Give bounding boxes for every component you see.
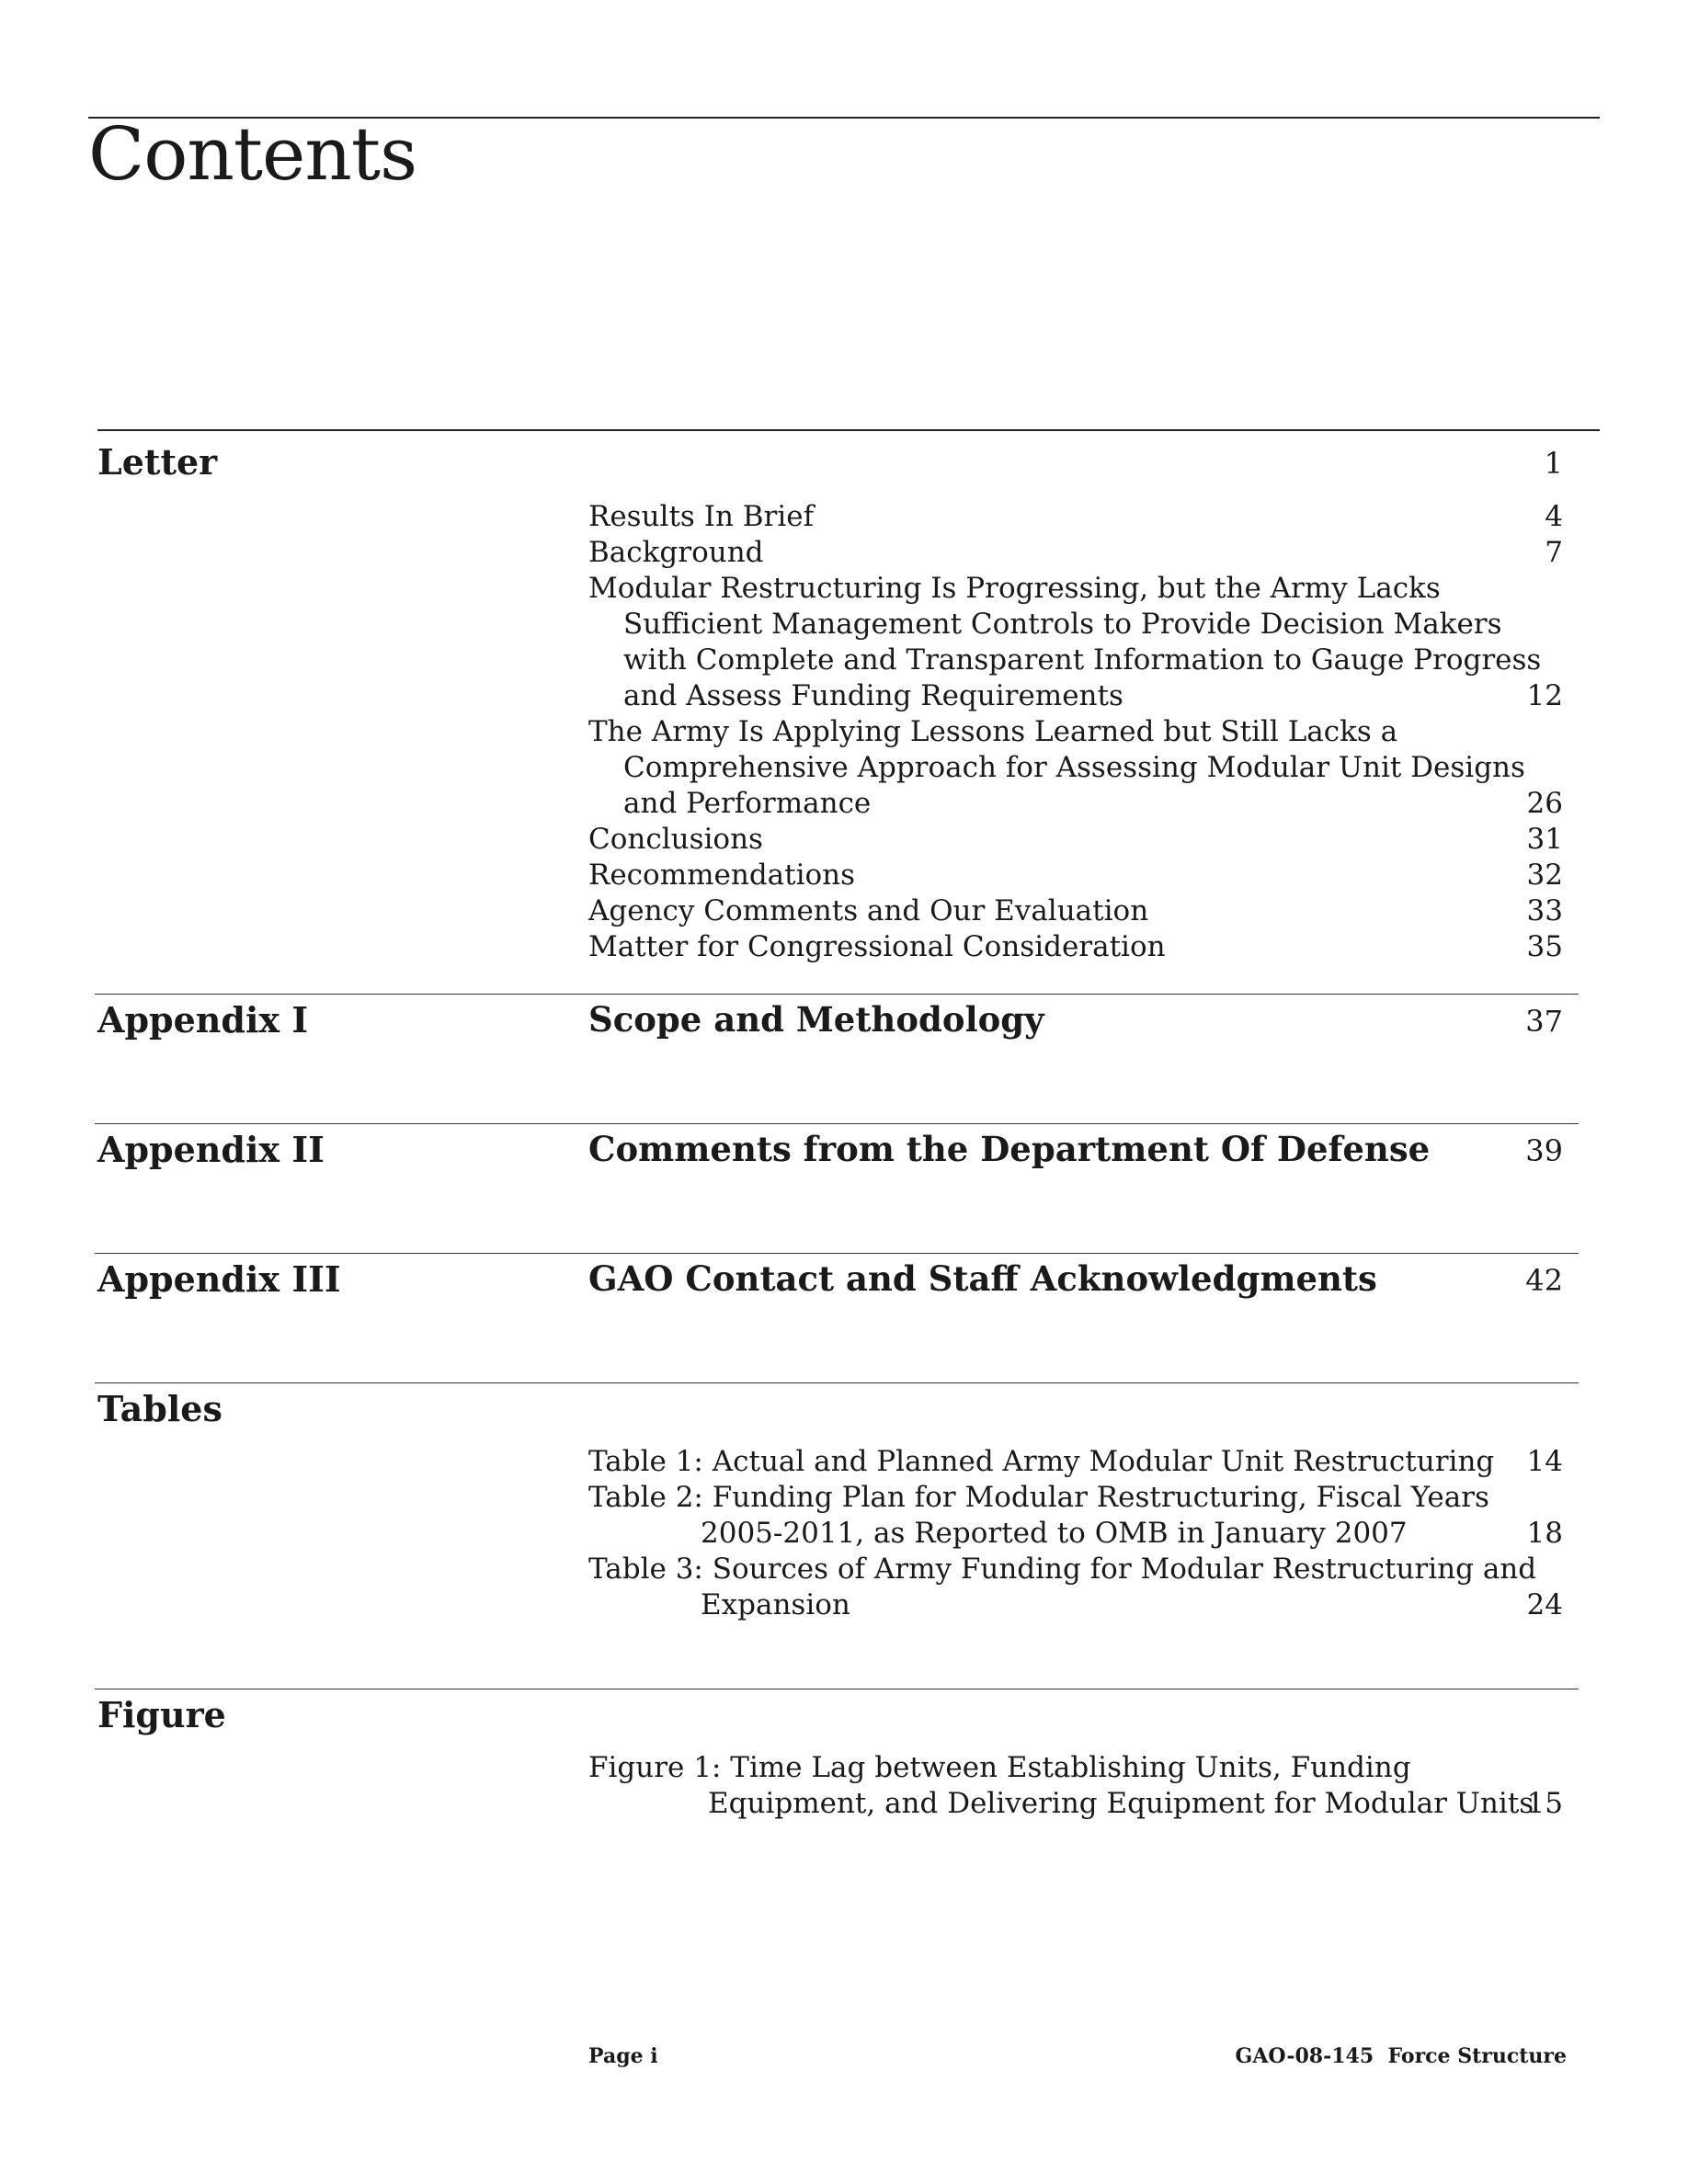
- entry-text: and Performance: [623, 787, 872, 820]
- entry-text: Results In Brief: [588, 500, 815, 533]
- toc-entry-table-2[interactable]: [588, 1480, 1563, 1552]
- entry-text: Recommendations: [588, 859, 856, 892]
- entry-text: Figure 1: Time Lag between Establishing Units, Funding: [588, 1751, 1411, 1784]
- entry-text: Sufficient Management Controls to Provide Decision Makers: [623, 608, 1502, 641]
- toc-entry-matter-congressional[interactable]: [588, 929, 1563, 965]
- entry-page: 26: [1526, 787, 1563, 820]
- appendix-ii-label: Appendix II: [97, 1129, 325, 1170]
- toc-entry-background[interactable]: [588, 535, 1563, 571]
- appendix-ii-page: 39: [1525, 1133, 1563, 1168]
- letter-page: 1: [1544, 446, 1563, 481]
- letter-label: Letter: [97, 441, 218, 483]
- toc-entry-agency-comments[interactable]: [588, 893, 1563, 929]
- entry-page: 4: [1545, 500, 1563, 533]
- entry-text: Modular Restructuring Is Progressing, but the Army Lacks: [588, 572, 1441, 605]
- entry-page: 33: [1526, 894, 1563, 927]
- entry-text: with Complete and Transparent Information to Gauge Progress: [623, 643, 1542, 677]
- entry-page: 35: [1526, 930, 1563, 963]
- entry-page: 7: [1545, 536, 1563, 569]
- appendix-iii-rule: [95, 1253, 1579, 1254]
- entry-page: 24: [1526, 1588, 1563, 1621]
- entry-page: 32: [1526, 859, 1563, 892]
- footer-report-id: GAO-08-145 Force Structure: [1235, 2044, 1567, 2068]
- appendix-iii-title[interactable]: GAO Contact and Staff Acknowledgments: [588, 1258, 1377, 1299]
- appendix-i-page: 37: [1525, 1004, 1563, 1039]
- toc-entry-lessons-learned[interactable]: [588, 714, 1563, 822]
- appendix-i-rule: [95, 994, 1579, 995]
- entry-text: 2005-2011, as Reported to OMB in January 2007: [701, 1517, 1408, 1550]
- toc-entry-table-1[interactable]: [588, 1444, 1563, 1480]
- appendix-iii-label: Appendix III: [97, 1258, 341, 1300]
- entry-text: Conclusions: [588, 823, 763, 856]
- footer-page-number: Page i: [588, 2044, 658, 2068]
- appendix-ii-title[interactable]: Comments from the Department Of Defense: [588, 1129, 1431, 1169]
- page-title: Contents: [88, 111, 417, 197]
- toc-entry-modular-restructuring[interactable]: [588, 571, 1563, 714]
- entry-text: Matter for Congressional Consideration: [588, 930, 1166, 963]
- entry-text: The Army Is Applying Lessons Learned but Still Lacks a: [588, 715, 1398, 748]
- entry-text: Table 1: Actual and Planned Army Modular Unit Restructuring: [588, 1445, 1495, 1478]
- entry-text: Background: [588, 536, 764, 569]
- entry-text: Comprehensive Approach for Assessing Modular Unit Designs: [623, 751, 1525, 784]
- entry-page: 31: [1526, 823, 1563, 856]
- appendix-i-title[interactable]: Scope and Methodology: [588, 999, 1044, 1040]
- toc-entry-results[interactable]: [588, 499, 1563, 535]
- entry-page: 18: [1526, 1517, 1563, 1550]
- figure-label: Figure: [97, 1694, 226, 1735]
- entry-page: 12: [1526, 679, 1563, 712]
- entry-text: Table 2: Funding Plan for Modular Restructuring, Fiscal Years: [588, 1481, 1489, 1514]
- entry-text: Agency Comments and Our Evaluation: [588, 894, 1149, 927]
- letter-rule: [97, 429, 1600, 431]
- appendix-i-label: Appendix I: [97, 999, 309, 1041]
- tables-rule: [95, 1382, 1579, 1383]
- entry-page: 14: [1526, 1445, 1563, 1478]
- toc-entry-figure-1[interactable]: [588, 1750, 1563, 1822]
- toc-entry-table-3[interactable]: [588, 1552, 1563, 1623]
- entry-text: Table 3: Sources of Army Funding for Modular Restructuring and: [588, 1553, 1537, 1586]
- entry-page: 15: [1526, 1787, 1563, 1820]
- appendix-iii-page: 42: [1525, 1263, 1563, 1298]
- appendix-ii-rule: [95, 1123, 1579, 1124]
- toc-entry-recommendations[interactable]: [588, 858, 1563, 893]
- toc-entry-conclusions[interactable]: [588, 822, 1563, 858]
- entry-text: Expansion: [701, 1588, 850, 1621]
- entry-text: and Assess Funding Requirements: [623, 679, 1123, 712]
- entry-text: Equipment, and Delivering Equipment for Modular Units: [708, 1787, 1534, 1820]
- tables-label: Tables: [97, 1388, 222, 1429]
